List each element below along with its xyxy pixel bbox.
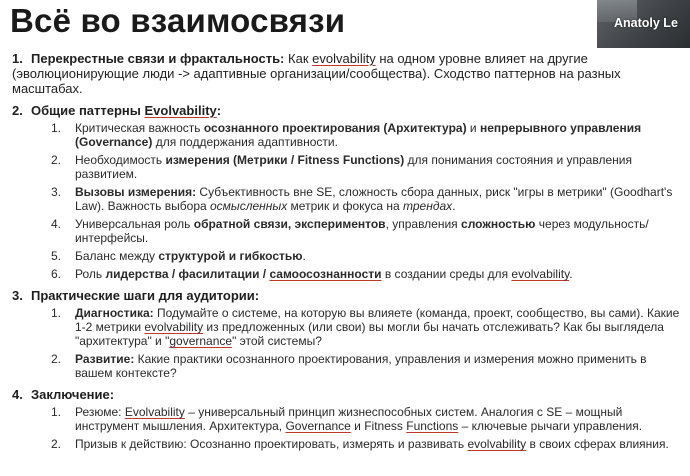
item-text: evolvability bbox=[467, 437, 527, 451]
section-number: 2. bbox=[12, 103, 23, 118]
item-text-bold: непрерывного управления (Governance) bbox=[75, 121, 642, 149]
item-text-bold: Диагностика: bbox=[75, 306, 154, 320]
section-1-paragraph bbox=[12, 51, 680, 96]
section-practical-steps bbox=[12, 288, 680, 380]
section-common-patterns bbox=[12, 103, 680, 281]
participant-name: Anatoly Le bbox=[614, 16, 678, 30]
item-text: для поддержания адаптивности. bbox=[152, 135, 338, 149]
section-text: Как bbox=[288, 51, 313, 66]
item-text-bold: сложностью bbox=[461, 217, 536, 231]
section-conclusion bbox=[12, 387, 680, 451]
steps-list bbox=[12, 306, 680, 380]
list-item bbox=[12, 185, 680, 213]
pattern-list bbox=[12, 121, 680, 281]
item-text: из предложенных (или свои) вы могли бы начать отслеживать? Как бы выглядела "архитектура" и " bbox=[75, 320, 664, 348]
item-text: Критическая важность bbox=[75, 121, 204, 135]
item-text: Functions bbox=[406, 419, 459, 433]
section-title: Evolvability bbox=[144, 103, 217, 118]
item-text: для понимания состояния и управления развитием. bbox=[75, 153, 632, 181]
item-text: Универсальная роль bbox=[75, 217, 194, 231]
item-text: в создании среды для bbox=[381, 267, 512, 281]
item-text: , управления bbox=[385, 217, 462, 231]
slide-title: Всё во взаимосвязи bbox=[10, 2, 346, 39]
item-text: . bbox=[302, 249, 306, 263]
list-item bbox=[12, 121, 680, 149]
item-text: и bbox=[466, 121, 480, 135]
list-item bbox=[12, 267, 680, 281]
item-text: – универсальный принцип жизнеспособных систем. Аналогия с SE – мощный инструмент мышления. Архитектура, bbox=[75, 405, 623, 433]
item-text-bold: обратной связи, экспериментов bbox=[193, 217, 386, 231]
section-number: 1. bbox=[12, 51, 23, 66]
item-text-bold: осознанного проектирования (Архитектура) bbox=[203, 121, 467, 135]
slide-content bbox=[12, 51, 680, 458]
item-text-bold: измерения (Метрики / Fitness Functions) bbox=[165, 153, 405, 167]
list-item bbox=[12, 217, 680, 245]
item-number: 2. bbox=[51, 437, 62, 451]
item-text: " этой системы? bbox=[232, 334, 322, 348]
item-text-italic: осмысленных bbox=[210, 199, 288, 213]
section-text: evolvability bbox=[312, 51, 376, 66]
item-text: Резюме: bbox=[75, 405, 125, 419]
list-item bbox=[12, 306, 680, 348]
item-text: Evolvability bbox=[124, 405, 185, 419]
item-text: . bbox=[452, 199, 456, 213]
item-text: – ключевые рычаги управления. bbox=[458, 419, 643, 433]
item-text: Баланс между bbox=[75, 249, 159, 263]
item-text: Подумайте о системе, на которую вы влияете (команда, проект, сообщество, вы сами). Какие 1-2 метрики bbox=[75, 306, 680, 334]
item-number: 1. bbox=[51, 121, 62, 135]
item-text-bold: структурой и гибкостью bbox=[158, 249, 303, 263]
item-number: 4. bbox=[51, 217, 62, 231]
item-text: governance bbox=[169, 334, 233, 348]
list-item bbox=[12, 153, 680, 181]
item-text-bold: самоосознанности bbox=[269, 267, 382, 281]
item-number: 6. bbox=[51, 267, 62, 281]
item-text: Субъективность вне SE, сложность сбора данных, риск "игры в метрики" (Goodhart's Law). Важность выбора bbox=[75, 185, 673, 213]
item-text-italic: трендах bbox=[403, 199, 453, 213]
list-item bbox=[12, 352, 680, 380]
item-text-bold: Развитие: bbox=[75, 352, 135, 366]
item-text-bold: лидерства / фасилитации / bbox=[105, 267, 270, 281]
section-title: Заключение: bbox=[31, 387, 115, 402]
item-text: в своих сферах влияния. bbox=[526, 437, 669, 451]
item-number: 2. bbox=[51, 352, 62, 366]
item-number: 1. bbox=[51, 405, 62, 419]
section-title: Практические шаги для аудитории: bbox=[31, 288, 260, 303]
item-text: . bbox=[569, 267, 573, 281]
list-item bbox=[12, 437, 680, 451]
item-text: Необходимость bbox=[75, 153, 166, 167]
item-text: и Fitness bbox=[350, 419, 407, 433]
item-number: 1. bbox=[51, 306, 62, 320]
item-number: 2. bbox=[51, 153, 62, 167]
participant-video-tile[interactable] bbox=[597, 0, 690, 48]
item-number: 3. bbox=[51, 185, 62, 199]
conclusion-list bbox=[12, 405, 680, 451]
section-title: Общие паттерны bbox=[31, 103, 145, 118]
item-text: evolvability bbox=[511, 267, 570, 281]
item-text: Governance bbox=[285, 419, 351, 433]
section-number: 4. bbox=[12, 387, 23, 402]
item-text-bold: Вызовы измерения: bbox=[75, 185, 197, 199]
item-text: Призыв к действию: Осознанно проектировать, измерять и развивать bbox=[75, 437, 468, 451]
item-text: Какие практики осознанного проектирования, управления и измерения можно применить в вашем контексте? bbox=[75, 352, 647, 380]
list-item bbox=[12, 405, 680, 433]
section-heading bbox=[12, 103, 680, 118]
section-number: 3. bbox=[12, 288, 23, 303]
item-text: evolvability bbox=[144, 320, 204, 334]
section-title: Перекрестные связи и фрактальность: bbox=[31, 51, 285, 66]
item-text: Роль bbox=[75, 267, 106, 281]
section-text: на одном уровне влияет на другие (эволюционирующие люди -> адаптивные организации/сообщества). Сходство паттернов на разных масштабах. bbox=[12, 51, 621, 96]
list-item bbox=[12, 249, 680, 263]
item-number: 5. bbox=[51, 249, 62, 263]
item-text: через модульность/интерфейсы. bbox=[75, 217, 649, 245]
item-text: метрик и фокуса на bbox=[287, 199, 404, 213]
section-cross-links bbox=[12, 51, 680, 96]
section-title: : bbox=[216, 103, 222, 118]
section-heading bbox=[12, 387, 680, 402]
section-heading bbox=[12, 288, 680, 303]
